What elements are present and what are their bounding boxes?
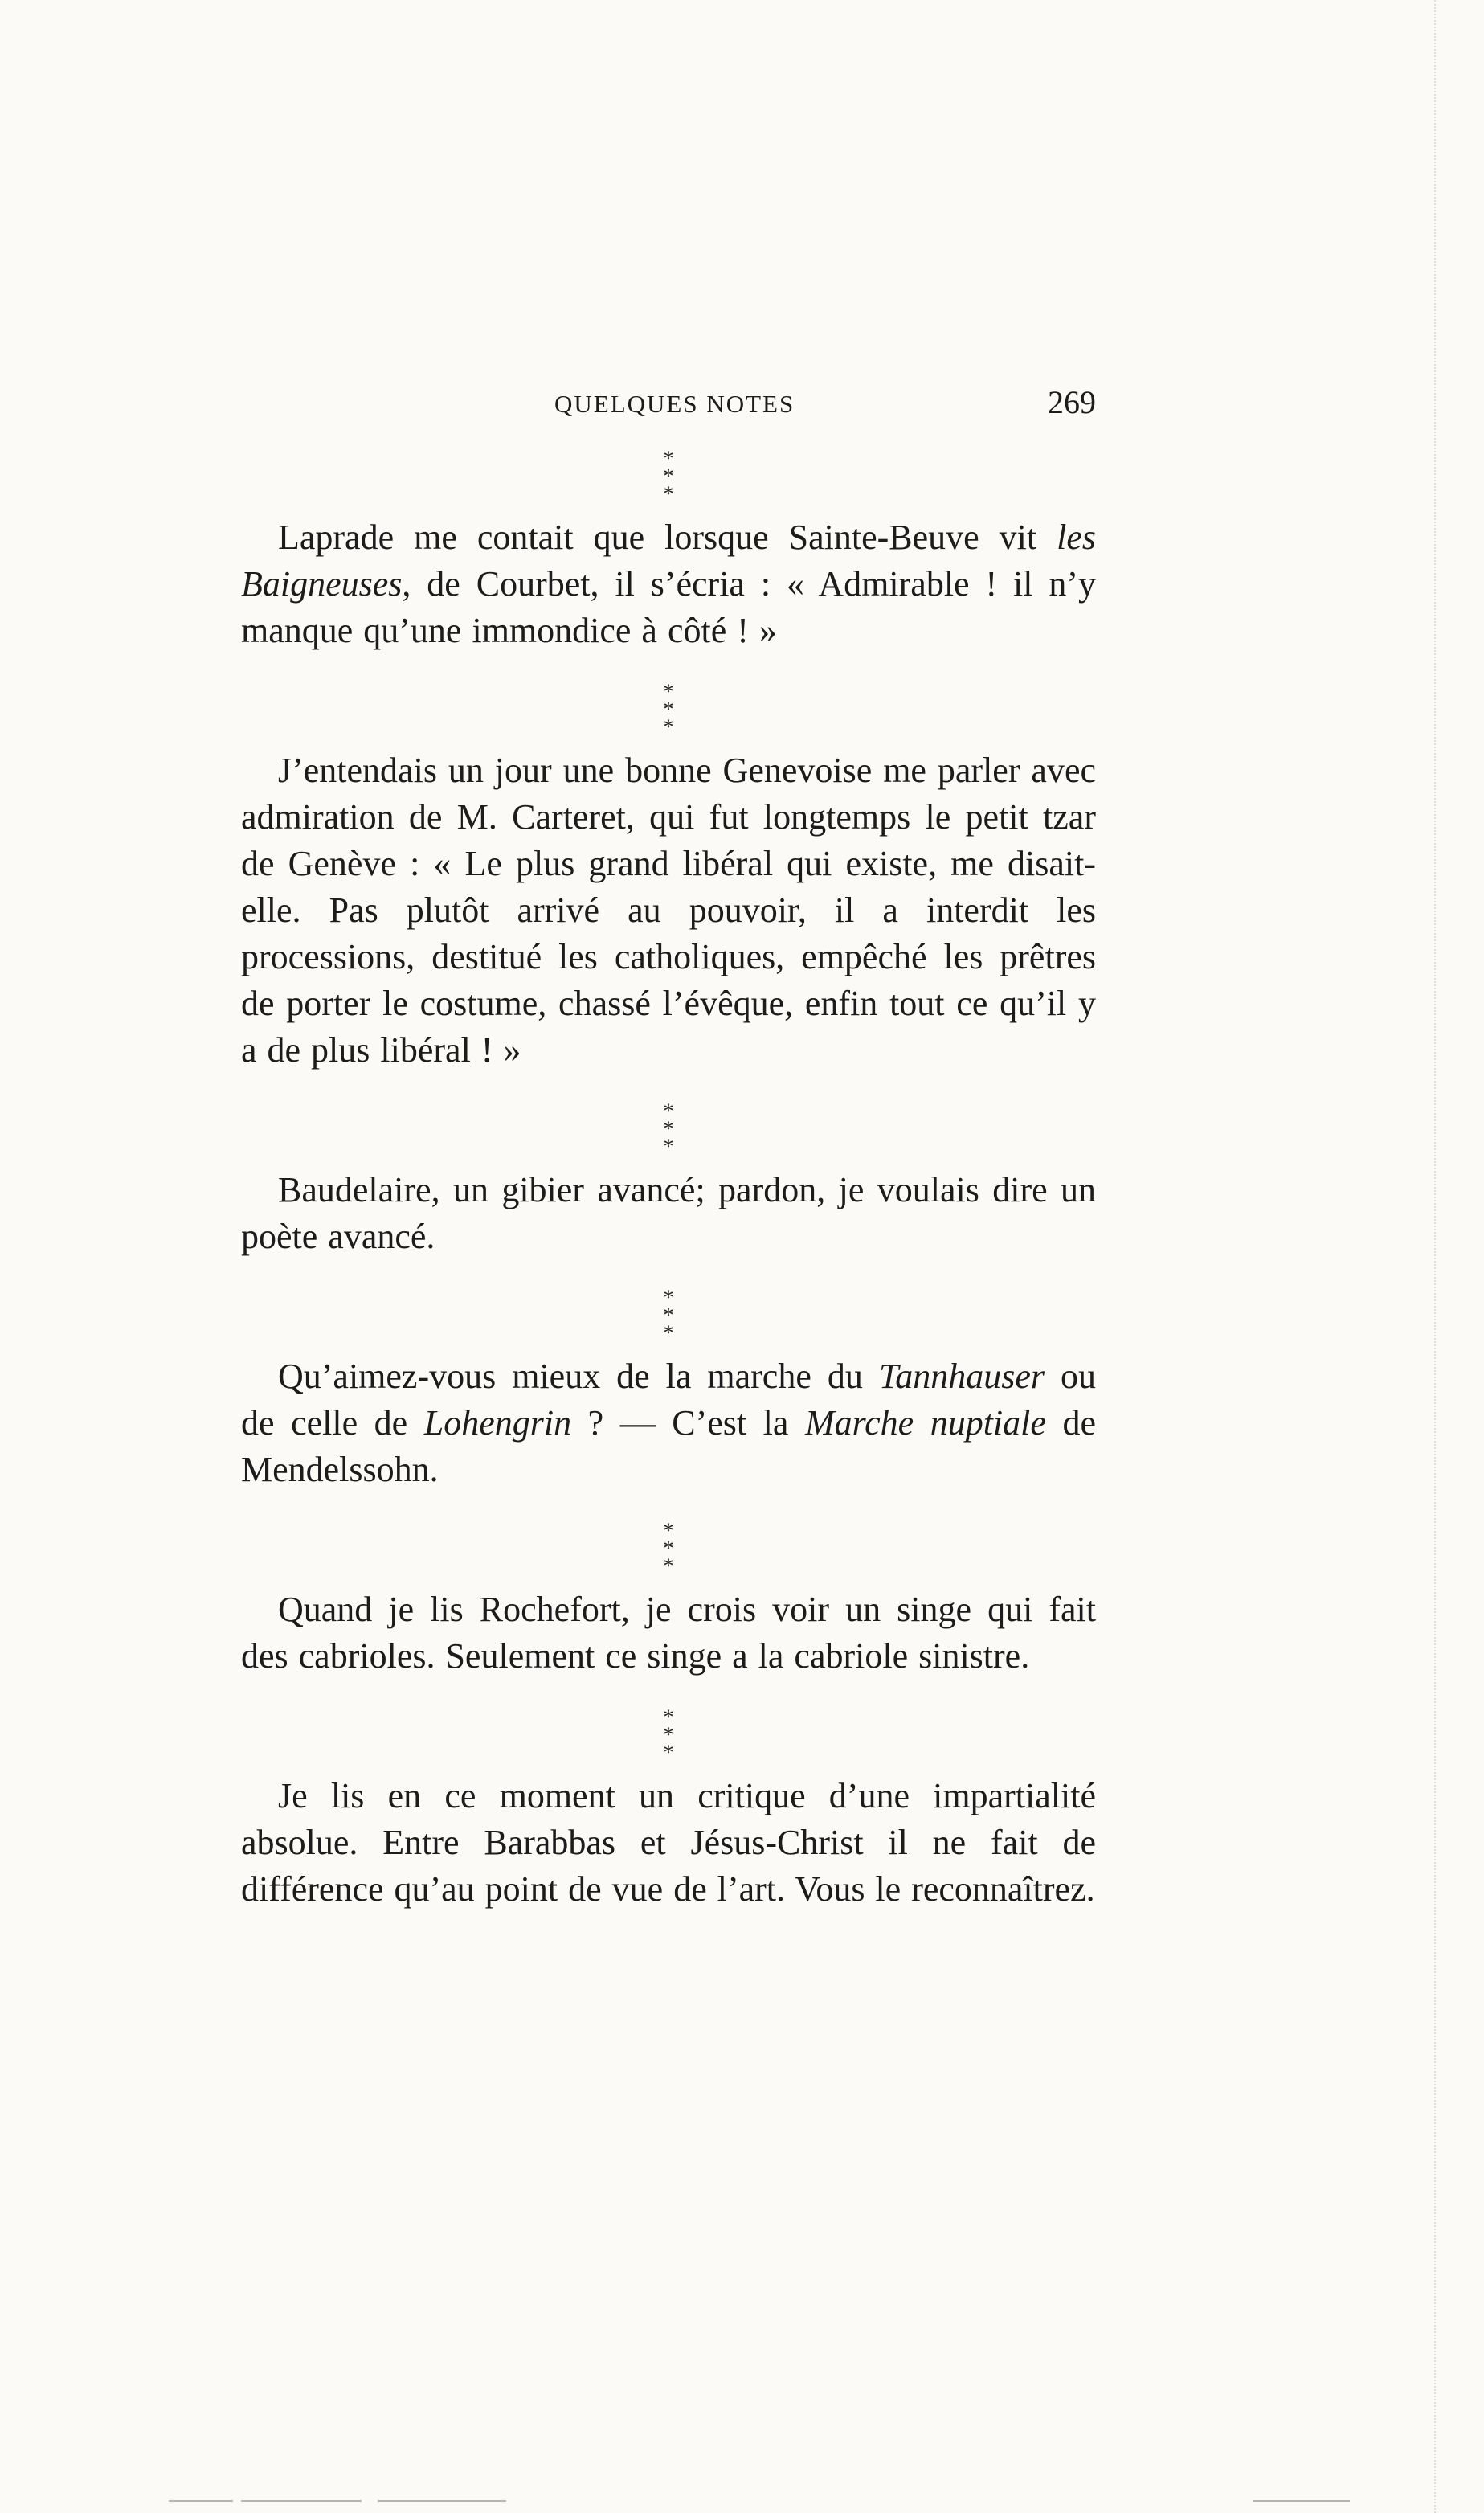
bottom-rule: [378, 2500, 506, 2502]
bottom-rule: [241, 2500, 362, 2502]
note-paragraph: Je lis en ce moment un critique d’une impartialité absolue. Entre Barabbas et Jésus-Christ il ne fait de différence qu’au point de vue de l’art. Vous le reconnaîtrez.: [241, 1776, 1096, 1909]
note-paragraph: Laprade me contait que lorsque Sainte-Beuve vit les Baigneuses, de Courbet, il s’écria : « Admirable ! il n’y manque qu’une immondice à côté ! »: [241, 518, 1096, 650]
note-paragraph: Qu’aimez-vous mieux de la marche du Tannhauser ou de celle de Lohengrin ? — C’est la Marche nuptiale de Mendelssohn.: [241, 1357, 1097, 1489]
asterism-separator: * * *: [663, 447, 681, 505]
asterism-separator: * * *: [663, 1286, 681, 1344]
page-edge-right: [1434, 0, 1484, 2513]
page-header: [241, 384, 1096, 430]
asterism-separator: * * *: [663, 1705, 681, 1764]
note-paragraph: Quand je lis Rochefort, je crois voir un singe qui fait des cabrioles. Seulement ce singe a la cabriole sinistre.: [241, 1590, 1096, 1676]
bottom-rule: [169, 2500, 233, 2502]
page-number: 269: [1048, 384, 1096, 420]
bottom-rule: [1253, 2500, 1350, 2502]
page-content: [241, 447, 1097, 1913]
running-title: QUELQUES NOTES: [554, 390, 795, 418]
asterism-separator: * * *: [663, 1519, 681, 1578]
note-paragraph: Baudelaire, un gibier avancé; pardon, je voulais dire un poète avancé.: [241, 1170, 1096, 1256]
asterism-separator: * * *: [663, 1099, 681, 1158]
asterism-separator: * * *: [663, 680, 681, 739]
note-paragraph: J’entendais un jour une bonne Genevoise me parler avec admiration de M. Carteret, qui fut longtemps le petit tzar de Genève : « Le plus grand libéral qui existe, me disait-elle. Pas plutôt arrivé au pouvoir, il a interdit les processions, destitué les catholiques, empêché les prêtres de porter le costume, chassé l’évêque, enfin tout ce qu’il y a de plus libéral ! »: [241, 751, 1096, 1070]
